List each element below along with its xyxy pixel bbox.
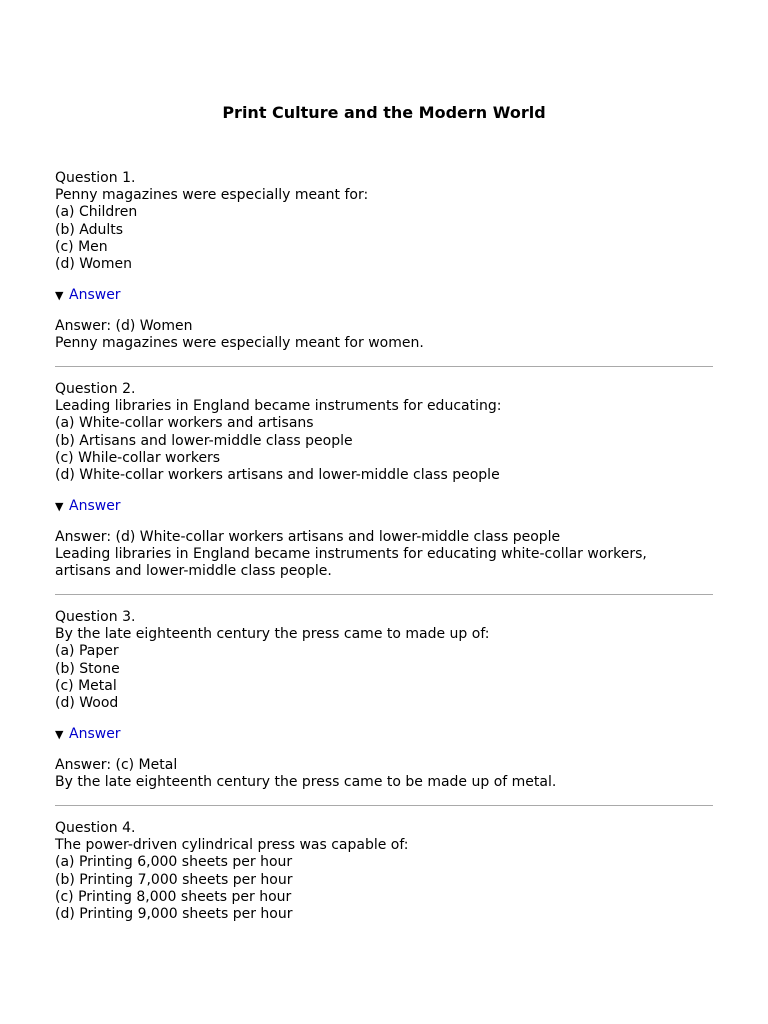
divider [55,594,713,595]
question-number: Question 4. [55,820,136,836]
answer-toggle-3[interactable] [55,726,121,743]
option-d: (d) Women [55,256,132,273]
option-a: (a) Paper [55,643,119,660]
question-1 [55,170,715,273]
answer-toggle-label: Answer [69,287,121,303]
question-number: Question 3. [55,609,136,625]
question-text: The power-driven cylindrical press was capable of: [55,837,409,854]
answer-text: Answer: (d) Women [55,318,193,334]
answer-toggle-label: Answer [69,726,121,742]
option-b: (b) Printing 7,000 sheets per hour [55,871,293,888]
answer-toggle-2[interactable] [55,498,121,515]
answer-toggle-1[interactable] [55,287,121,304]
option-a: (a) Printing 6,000 sheets per hour [55,854,293,871]
option-d: (d) Printing 9,000 sheets per hour [55,906,293,923]
option-c: (c) While-collar workers [55,449,221,466]
option-c: (c) Men [55,238,108,255]
option-b: (b) Stone [55,660,120,677]
option-a: (a) Children [55,204,138,221]
answer-3 [55,757,715,791]
question-number: Question 1. [55,170,136,186]
triangle-down-icon: ▼ [55,289,64,302]
option-a: (a) White-collar workers and artisans [55,415,314,432]
question-text: Leading libraries in England became instruments for educating: [55,398,502,415]
answer-toggle-label: Answer [69,498,121,514]
answer-1 [55,318,715,352]
option-d: (d) Wood [55,695,119,712]
option-b: (b) Adults [55,221,124,238]
answer-text: Answer: (c) Metal [55,757,178,773]
answer-text: Answer: (d) White-collar workers artisans and lower-middle class people [55,529,561,545]
option-c: (c) Metal [55,677,117,694]
option-d: (d) White-collar workers artisans and lower-middle class people [55,467,500,484]
answer-explanation: Penny magazines were especially meant for women. [55,335,424,352]
divider [55,805,713,806]
option-b: (b) Artisans and lower-middle class people [55,432,353,449]
question-number: Question 2. [55,381,136,397]
triangle-down-icon: ▼ [55,728,64,741]
divider [55,366,713,367]
question-2 [55,381,715,484]
question-text: Penny magazines were especially meant for: [55,187,369,204]
question-text: By the late eighteenth century the press came to made up of: [55,626,490,643]
triangle-down-icon: ▼ [55,500,64,513]
option-c: (c) Printing 8,000 sheets per hour [55,888,292,905]
answer-explanation: Leading libraries in England became instruments for educating white-collar workers, artisans and lower-middle class people. [55,546,647,580]
page-title: Print Culture and the Modern World [222,103,546,122]
answer-explanation: By the late eighteenth century the press came to be made up of metal. [55,774,557,791]
question-3 [55,609,715,712]
answer-2 [55,529,715,581]
question-4 [55,820,715,923]
